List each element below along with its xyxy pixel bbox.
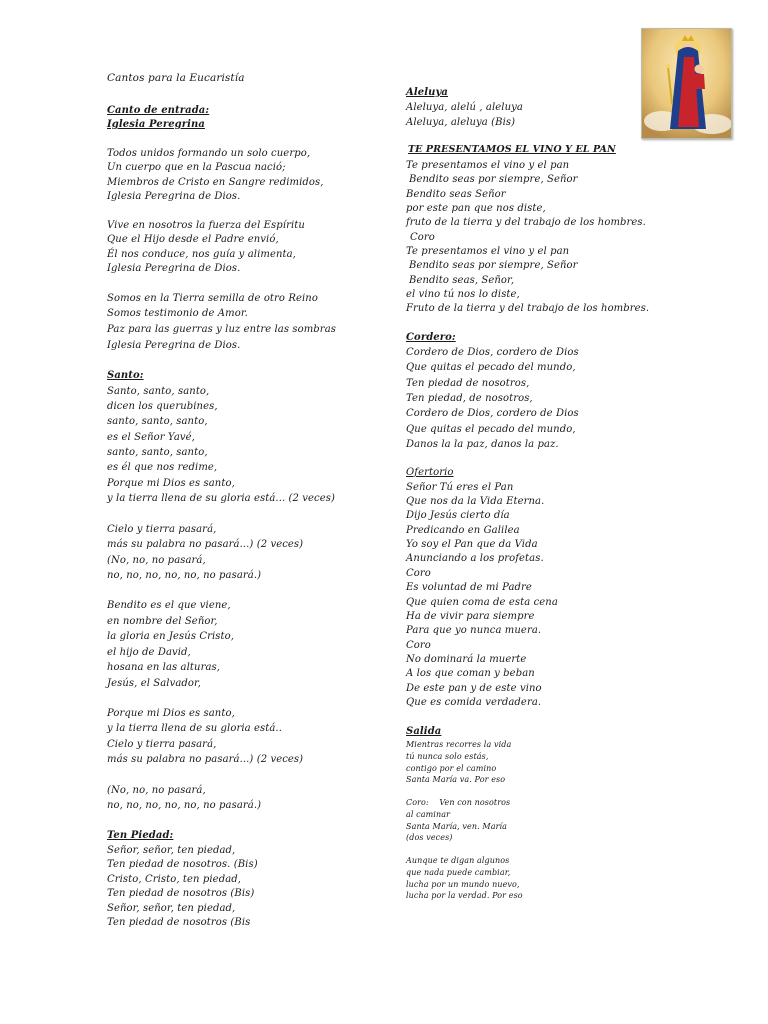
lyric-line: Paz para las guerras y luz entre las sombras [107,324,336,335]
heading-santo: Santo: [107,370,144,381]
lyric-line: y la tierra llena de su gloria está.. [107,723,282,734]
lyric-line: no, no, no, no, no, no pasará.) [107,570,262,581]
lyric-line: Ten piedad, de nosotros, [406,393,533,404]
lyric-line: Coro: Ven con nosotros [406,798,511,807]
lyric-line: Bendito es el que viene, [107,600,231,611]
lyric-line: Él nos conduce, nos guía y alimenta, [107,249,296,260]
subheading-entrada: Iglesia Peregrina [107,119,205,130]
lyric-line: Miembros de Cristo en Sangre redimidos, [107,177,324,188]
lyric-line: Santo, santo, santo, [107,386,210,397]
lyric-line: Yo soy el Pan que da Vida [406,539,538,550]
lyric-line: Danos la la paz, danos la paz. [406,439,559,450]
lyric-line: Predicando en Galilea [406,525,520,536]
lyric-line: Santa María, ven. María [406,822,508,831]
lyric-line: Aleluya, alelú , aleluya [406,102,523,113]
lyric-line: Para que yo nunca muera. [406,625,542,636]
lyric-line: Que es comida verdadera. [406,697,542,708]
heading-ofrenda: TE PRESENTAMOS EL VINO Y EL PAN [408,144,616,155]
lyric-line: Cordero de Dios, cordero de Dios [406,347,579,358]
lyric-line: y la tierra llena de su gloria está... (2 veces) [107,493,335,504]
lyric-line: Somos testimonio de Amor. [107,308,248,319]
lyric-line: Que quitas el pecado del mundo, [406,362,576,373]
lyric-line: por este pan que nos diste, [406,203,546,214]
heading-aleluya: Aleluya [406,87,448,98]
lyric-line: Coro [406,640,431,651]
lyric-line: Vive en nosotros la fuerza del Espíritu [107,220,305,231]
lyric-line: Iglesia Peregrina de Dios. [107,191,241,202]
lyric-line: Señor, señor, ten piedad, [107,903,236,914]
lyric-line: Ten piedad de nosotros (Bis [107,917,251,928]
lyric-line: el hijo de David, [107,647,191,658]
lyric-line: (No, no, no pasará, [107,555,206,566]
lyric-line: es el Señor Yavé, [107,432,195,443]
document-title: Cantos para la Eucaristía [107,72,245,84]
lyric-line: Mientras recorres la vida [406,740,512,749]
lyric-line: Bendito seas por siempre, Señor [409,260,578,271]
lyric-line: Que el Hijo desde el Padre envió, [107,234,279,245]
lyric-line: Bendito seas Señor [406,189,506,200]
lyric-line: Cielo y tierra pasará, [107,739,217,750]
lyric-line: Porque mi Dios es santo, [107,708,235,719]
lyric-line: Señor, señor, ten piedad, [107,845,236,856]
lyric-line: Todos unidos formando un solo cuerpo, [107,148,311,159]
lyric-line: Cielo y tierra pasará, [107,524,217,535]
lyric-line: lucha por un mundo nuevo, [406,880,520,889]
heading-salida: Salida [406,726,442,737]
lyric-line: Que quitas el pecado del mundo, [406,424,576,435]
lyric-line: dicen los querubines, [107,401,218,412]
heading-entrada: Canto de entrada: [107,105,210,116]
heading-ofertorio: Ofertorio [406,467,454,478]
heading-cordero: Cordero: [406,332,456,343]
lyric-line: A los que coman y beban [406,668,535,679]
lyric-line: no, no, no, no, no, no pasará.) [107,800,262,811]
lyric-line: Aunque te digan algunos [406,856,510,865]
lyric-line: Bendito seas por siempre, Señor [409,174,578,185]
lyric-line: Te presentamos el vino y el pan [406,160,570,171]
virgin-mary-image [641,28,732,139]
virgin-mary-icon [642,29,731,138]
lyric-line: Porque mi Dios es santo, [107,478,235,489]
lyric-line: Coro [410,232,435,243]
lyric-line: santo, santo, santo, [107,447,208,458]
lyric-line: Señor Tú eres el Pan [406,482,514,493]
lyric-line: Somos en la Tierra semilla de otro Reino [107,293,318,304]
lyric-line: Jesús, el Salvador, [107,678,202,689]
lyric-line: Aleluya, aleluya (Bis) [406,117,516,128]
lyric-line: al caminar [406,810,451,819]
lyric-line: No dominará la muerte [406,654,527,665]
lyric-line: Cordero de Dios, cordero de Dios [406,408,579,419]
lyric-line: Que quien coma de esta cena [406,597,558,608]
lyric-line: Ten piedad de nosotros. (Bis) [107,859,258,870]
lyric-line: Anunciando a los profetas. [406,553,544,564]
lyric-line: que nada puede cambiar, [406,868,511,877]
lyric-line: Iglesia Peregrina de Dios. [107,263,241,274]
lyric-line: Fruto de la tierra y del trabajo de los hombres. [406,303,650,314]
lyric-line: más su palabra no pasará...) (2 veces) [107,539,304,550]
lyric-line: Te presentamos el vino y el pan [406,246,570,257]
lyric-line: en nombre del Señor, [107,616,218,627]
lyric-line: Ten piedad de nosotros (Bis) [107,888,255,899]
lyric-line: (No, no, no pasará, [107,785,206,796]
lyric-line: la gloria en Jesús Cristo, [107,631,235,642]
lyric-line: lucha por la verdad. Por eso [406,891,523,900]
lyric-line: Es voluntad de mi Padre [406,582,532,593]
lyric-line: hosana en las alturas, [107,662,221,673]
lyric-line: contigo por el camino [406,764,497,773]
lyric-line: Dijo Jesús cierto día [406,510,510,521]
lyric-line: Santa María va. Por eso [406,775,506,784]
lyric-line: el vino tú nos lo diste, [406,289,520,300]
lyric-line: es él que nos redime, [107,462,218,473]
heading-piedad: Ten Piedad: [107,830,174,841]
lyric-line: fruto de la tierra y del trabajo de los hombres. [406,217,646,228]
lyric-line: Coro [406,568,431,579]
lyric-line: más su palabra no pasará...) (2 veces) [107,754,304,765]
lyric-line: Que nos da la Vida Eterna. [406,496,545,507]
lyric-line: santo, santo, santo, [107,416,208,427]
lyric-line: tú nunca solo estás, [406,752,489,761]
lyric-line: (dos veces) [406,833,453,842]
lyric-line: Ha de vivir para siempre [406,611,535,622]
lyric-line: Bendito seas, Señor, [409,275,515,286]
lyric-line: Ten piedad de nosotros, [406,378,530,389]
lyric-line: Iglesia Peregrina de Dios. [107,340,241,351]
lyric-line: Cristo, Cristo, ten piedad, [107,874,242,885]
lyric-line: Un cuerpo que en la Pascua nació; [107,162,286,173]
lyric-line: De este pan y de este vino [406,683,542,694]
